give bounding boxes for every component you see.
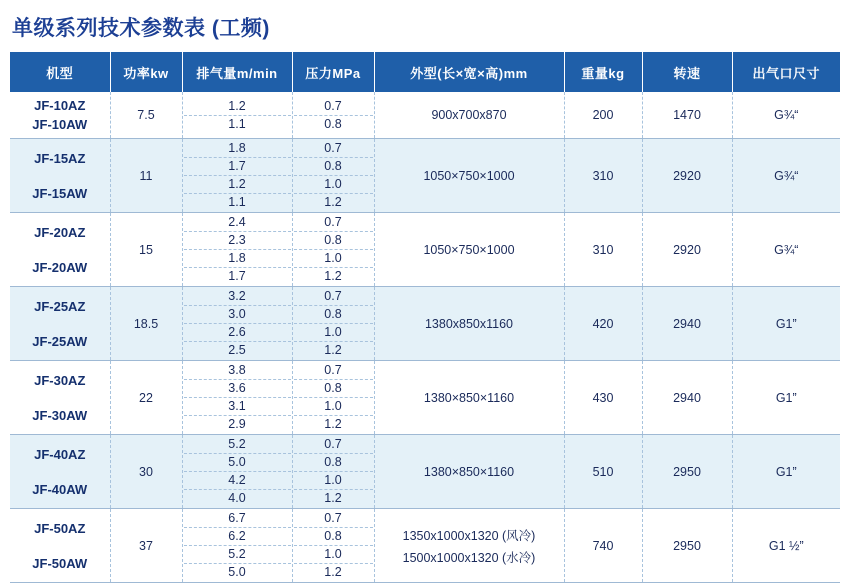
- cell-speed: 2950: [642, 435, 732, 509]
- cell-outlet: G¾“: [732, 139, 840, 213]
- column-header-speed: 转速: [642, 52, 732, 92]
- flow-value: 3.1: [184, 398, 291, 416]
- model-label: JF-25AW: [32, 333, 88, 349]
- cell-model: [10, 92, 110, 139]
- pressure-value: 0.7: [294, 362, 373, 380]
- model-label: JF-20AZ: [34, 224, 86, 240]
- cell-dimensions: [374, 287, 564, 361]
- cell-outlet: G1”: [732, 361, 840, 435]
- pressure-value: 0.8: [294, 306, 373, 324]
- model-label: JF-40AW: [32, 481, 88, 497]
- dimension-value: 1050×750×1000: [423, 168, 515, 183]
- model-label: JF-15AZ: [34, 150, 86, 166]
- cell-outlet: G1”: [732, 435, 840, 509]
- cell-pressure: [292, 361, 374, 435]
- cell-pressure: [292, 213, 374, 287]
- cell-model: [10, 139, 110, 213]
- flow-value: 5.2: [184, 436, 291, 454]
- flow-value: 4.2: [184, 472, 291, 490]
- cell-pressure: [292, 92, 374, 139]
- pressure-value: 0.7: [294, 288, 373, 306]
- cell-dimensions: [374, 213, 564, 287]
- dimension-value: 1350x1000x1320 (风冷): [402, 528, 536, 543]
- flow-value: 1.7: [228, 269, 246, 283]
- pressure-value: 0.7: [294, 214, 373, 232]
- column-header-dimensions: 外型(长×宽×高)mm: [374, 52, 564, 92]
- cell-model: [10, 509, 110, 583]
- pressure-value: 1.2: [324, 491, 342, 505]
- model-label: JF-30AZ: [34, 372, 86, 388]
- table-row: [10, 92, 840, 139]
- pressure-value: 0.8: [294, 232, 373, 250]
- cell-outlet: G1”: [732, 287, 840, 361]
- table-body: [10, 92, 840, 583]
- model-label: JF-15AW: [32, 185, 88, 201]
- model-label: JF-50AZ: [34, 520, 86, 536]
- flow-value: 4.0: [228, 491, 246, 505]
- cell-weight: 310: [564, 139, 642, 213]
- flow-value: 5.2: [184, 546, 291, 564]
- cell-flow: [182, 92, 292, 139]
- cell-speed: 2920: [642, 139, 732, 213]
- column-header-flow: 排气量m/min: [182, 52, 292, 92]
- cell-dimensions: [374, 509, 564, 583]
- page-title: 单级系列技术参数表 (工频): [12, 17, 270, 40]
- pressure-value: 0.7: [294, 510, 373, 528]
- table-header: [10, 52, 840, 92]
- pressure-value: 0.8: [294, 380, 373, 398]
- column-header-outlet: 出气口尺寸: [732, 52, 840, 92]
- cell-flow: [182, 139, 292, 213]
- pressure-value: 0.8: [324, 116, 342, 131]
- table-header-row: [10, 52, 840, 92]
- pressure-value: 1.2: [324, 269, 342, 283]
- cell-speed: 2920: [642, 213, 732, 287]
- dimension-value: 1380x850x1160: [424, 316, 514, 331]
- flow-value: 6.7: [184, 510, 291, 528]
- cell-weight: 430: [564, 361, 642, 435]
- pressure-value: 1.2: [324, 195, 342, 209]
- dimension-value: 1380×850×1160: [423, 390, 515, 405]
- pressure-value: 0.8: [294, 528, 373, 546]
- cell-model: [10, 435, 110, 509]
- cell-pressure: [292, 139, 374, 213]
- cell-power: 18.5: [110, 287, 182, 361]
- pressure-value: 1.0: [294, 324, 373, 342]
- cell-outlet: G1 ½”: [732, 509, 840, 583]
- model-label: JF-50AW: [32, 555, 88, 571]
- specifications-table: [10, 52, 840, 583]
- cell-flow: [182, 361, 292, 435]
- model-label: JF-30AW: [32, 407, 88, 423]
- cell-model: [10, 287, 110, 361]
- column-header-model: 机型: [10, 52, 110, 92]
- flow-value: 1.8: [184, 140, 291, 158]
- model-label: JF-10AZ: [34, 98, 86, 113]
- cell-model: [10, 361, 110, 435]
- model-label: JF-20AW: [32, 259, 88, 275]
- cell-weight: 740: [564, 509, 642, 583]
- model-label: JF-25AZ: [34, 298, 86, 314]
- cell-weight: 420: [564, 287, 642, 361]
- table-row: [10, 361, 840, 435]
- dimension-value: 1380×850×1160: [423, 464, 515, 479]
- cell-outlet: G¾“: [732, 92, 840, 139]
- table-row: [10, 213, 840, 287]
- dimension-value: 1050×750×1000: [423, 242, 515, 257]
- cell-pressure: [292, 435, 374, 509]
- column-header-power: 功率kw: [110, 52, 182, 92]
- pressure-value: 1.0: [294, 398, 373, 416]
- cell-power: 30: [110, 435, 182, 509]
- cell-outlet: G¾“: [732, 213, 840, 287]
- cell-speed: 2940: [642, 361, 732, 435]
- cell-power: 11: [110, 139, 182, 213]
- pressure-value: 0.8: [294, 454, 373, 472]
- model-label: JF-40AZ: [34, 446, 86, 462]
- flow-value: 2.5: [228, 343, 246, 357]
- flow-value: 2.4: [184, 214, 291, 232]
- cell-flow: [182, 287, 292, 361]
- dimension-value: 900x700x870: [431, 108, 507, 122]
- cell-dimensions: [374, 361, 564, 435]
- flow-value: 2.9: [228, 417, 246, 431]
- table-row: [10, 139, 840, 213]
- cell-speed: 2940: [642, 287, 732, 361]
- cell-pressure: [292, 287, 374, 361]
- pressure-value: 1.2: [324, 417, 342, 431]
- flow-value: 3.8: [184, 362, 291, 380]
- flow-value: 1.8: [184, 250, 291, 268]
- cell-dimensions: [374, 435, 564, 509]
- cell-dimensions: [374, 92, 564, 139]
- pressure-value: 1.0: [294, 546, 373, 564]
- dimension-value: 1500x1000x1320 (水冷): [402, 550, 536, 565]
- flow-value: 5.0: [184, 454, 291, 472]
- cell-model: [10, 213, 110, 287]
- table-row: [10, 435, 840, 509]
- cell-pressure: [292, 509, 374, 583]
- table-row: [10, 509, 840, 583]
- flow-value: 1.2: [184, 176, 291, 194]
- flow-value: 1.2: [184, 98, 291, 116]
- flow-value: 3.0: [184, 306, 291, 324]
- column-header-weight: 重量kg: [564, 52, 642, 92]
- flow-value: 3.2: [184, 288, 291, 306]
- pressure-value: 1.0: [294, 250, 373, 268]
- flow-value: 3.6: [184, 380, 291, 398]
- cell-flow: [182, 509, 292, 583]
- pressure-value: 1.0: [294, 472, 373, 490]
- pressure-value: 0.8: [294, 158, 373, 176]
- cell-power: 22: [110, 361, 182, 435]
- cell-weight: 200: [564, 92, 642, 139]
- cell-power: 37: [110, 509, 182, 583]
- cell-weight: 510: [564, 435, 642, 509]
- flow-value: 2.3: [184, 232, 291, 250]
- flow-value: 1.7: [184, 158, 291, 176]
- cell-flow: [182, 213, 292, 287]
- table-row: [10, 287, 840, 361]
- model-label: JF-10AW: [32, 117, 88, 132]
- flow-value: 1.1: [228, 195, 246, 209]
- cell-flow: [182, 435, 292, 509]
- cell-power: 7.5: [110, 92, 182, 139]
- cell-dimensions: [374, 139, 564, 213]
- cell-speed: 2950: [642, 509, 732, 583]
- pressure-value: 0.7: [294, 140, 373, 158]
- cell-power: 15: [110, 213, 182, 287]
- flow-value: 1.1: [228, 116, 246, 131]
- pressure-value: 1.2: [324, 565, 342, 579]
- pressure-value: 0.7: [294, 436, 373, 454]
- flow-value: 2.6: [184, 324, 291, 342]
- pressure-value: 0.7: [294, 98, 373, 116]
- cell-weight: 310: [564, 213, 642, 287]
- column-header-pressure: 压力MPa: [292, 52, 374, 92]
- cell-speed: 1470: [642, 92, 732, 139]
- flow-value: 6.2: [184, 528, 291, 546]
- pressure-value: 1.0: [294, 176, 373, 194]
- pressure-value: 1.2: [324, 343, 342, 357]
- flow-value: 5.0: [228, 565, 246, 579]
